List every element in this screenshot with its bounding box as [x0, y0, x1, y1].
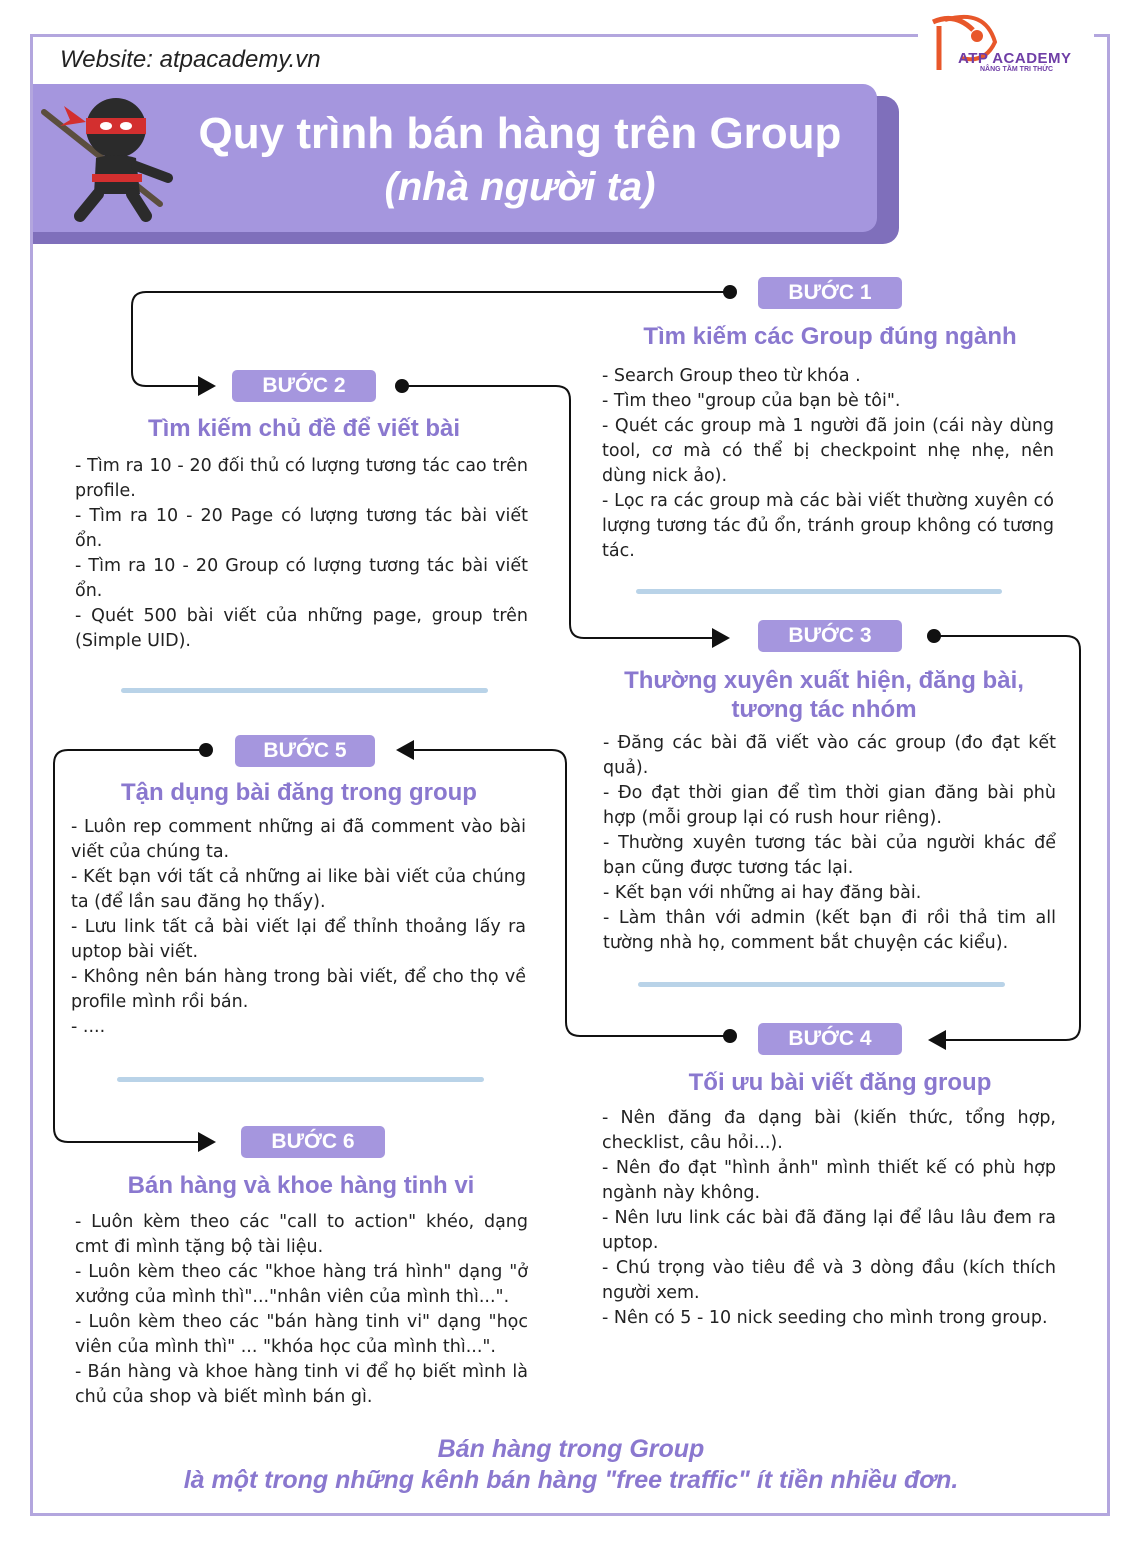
step-6-line: - Luôn kèm theo các "call to action" khéo, dạng cmt đi mình tặng bộ tài liệu. — [75, 1212, 528, 1257]
page-subtitle: (nhà người ta) — [384, 165, 656, 209]
step-4-line: - Nên đăng đa dạng bài (kiến thức, tổng hợp, checklist, câu hỏi...). — [602, 1108, 1056, 1153]
step-2-line: - Tìm ra 10 - 20 Page có lượng tương tác bài viết ổn. — [75, 506, 528, 551]
badge-step-5: BƯỚC 5 — [235, 735, 375, 767]
step-4-line: - Chú trọng vào tiêu đề và 3 dòng đầu (kích thích người xem. — [602, 1258, 1056, 1303]
heading-step-5: Tận dụng bài đăng trong group — [121, 779, 477, 806]
step-1-line: - Quét các group mà 1 người đã join (cái này dùng tool, cơ mà có thể bị checkpoint nhẹ nhẹ, nên dùng nick ảo). — [602, 416, 1054, 486]
footer-line-2: là một trong những kênh bán hàng "free traffic" ít tiền nhiều đơn. — [183, 1466, 959, 1494]
heading-step-2: Tìm kiếm chủ đề để viết bài — [147, 415, 461, 442]
divider-step-3 — [638, 982, 1005, 987]
body-step-3 — [603, 731, 1056, 956]
badge-step-1: BƯỚC 1 — [758, 277, 902, 309]
body-step-6 — [75, 1210, 528, 1410]
step-6-line: - Bán hàng và khoe hàng tinh vi để họ biết mình là chủ của shop và biết mình bán gì. — [75, 1362, 528, 1407]
badge-step-3: BƯỚC 3 — [758, 620, 902, 652]
arrow-step6 — [198, 1132, 216, 1152]
step-2-line: - Tìm ra 10 - 20 Group có lượng tương tác bài viết ổn. — [75, 556, 528, 601]
badge-step-6: BƯỚC 6 — [241, 1126, 385, 1158]
step-1-line: - Search Group theo từ khóa . — [602, 366, 861, 386]
website-label: Website: atpacademy.vn — [60, 46, 321, 73]
step-1-line: - Tìm theo "group của bạn bè tôi". — [602, 391, 901, 411]
step-4-line: - Nên đo đạt "hình ảnh" mình thiết kế có phù hợp ngành này không. — [602, 1158, 1056, 1203]
heading-step-6: Bán hàng và khoe hàng tinh vi — [127, 1172, 475, 1199]
page-title: Quy trình bán hàng trên Group — [198, 109, 842, 158]
heading-step-1: Tìm kiếm các Group đúng ngành — [643, 323, 1017, 350]
step-5-line: - Luôn rep comment những ai đã comment vào bài viết của chúng ta. — [71, 817, 526, 862]
step-5-line: - Không nên bán hàng trong bài viết, để cho thọ về profile mình rồi bán. — [71, 967, 526, 1012]
step-5-line: - .... — [71, 1017, 106, 1037]
divider-step-5 — [117, 1077, 484, 1082]
body-step-5 — [71, 815, 526, 1040]
divider-step-1 — [636, 589, 1002, 594]
step-4-line: - Nên lưu link các bài đã đăng lại để lâu lâu đem ra uptop. — [602, 1208, 1056, 1253]
dot-step5 — [199, 743, 213, 757]
step-5-line: - Kết bạn với tất cả những ai like bài viết của chúng ta (để lần sau đăng họ thấy). — [71, 867, 526, 912]
dot-step3 — [927, 629, 941, 643]
badge-step-2: BƯỚC 2 — [232, 370, 376, 402]
step-3-line: - Kết bạn với những ai hay đăng bài. — [603, 883, 922, 903]
arrow-step3 — [712, 628, 730, 648]
body-step-1 — [602, 364, 1054, 564]
step-6-line: - Luôn kèm theo các "bán hàng tinh vi" dạng "học viên của mình thì" ... "khóa học của mình thì...". — [75, 1312, 528, 1357]
heading-step-3: Thường xuyên xuất hiện, đăng bài, tương tác nhóm — [624, 667, 1024, 723]
arrow-step2 — [198, 376, 216, 396]
footer-line-1: Bán hàng trong Group — [437, 1435, 705, 1463]
step-5-line: - Lưu link tất cả bài viết lại để thỉnh thoảng lấy ra uptop bài viết. — [71, 917, 526, 962]
step-3-line: - Đo đạt thời gian để tìm thời gian đăng bài phù hợp (mỗi group lại có rush hour riêng). — [603, 783, 1056, 828]
step-3-line: - Thường xuyên tương tác bài của người khác để bạn cũng được tương tác lại. — [603, 833, 1056, 878]
body-step-4 — [602, 1106, 1056, 1331]
arrow-step5 — [396, 740, 414, 760]
step-3-line: - Đăng các bài đã viết vào các group (đo đạt kết quả). — [603, 733, 1056, 778]
step-6-line: - Luôn kèm theo các "khoe hàng trá hình" dạng "ở xưởng của mình thì"..."nhân viên của mình thì...". — [75, 1262, 528, 1307]
logo-text: ATP ACADEMY — [958, 50, 1072, 67]
step-2-line: - Tìm ra 10 - 20 đối thủ có lượng tương tác cao trên profile. — [75, 456, 528, 501]
dot-step2 — [395, 379, 409, 393]
badge-step-4: BƯỚC 4 — [758, 1023, 902, 1055]
step-2-line: - Quét 500 bài viết của những page, group trên (Simple UID). — [75, 606, 528, 651]
dot-step1 — [723, 285, 737, 299]
dot-step4 — [723, 1029, 737, 1043]
body-step-2 — [75, 454, 528, 654]
step-4-line: - Nên có 5 - 10 nick seeding cho mình trong group. — [602, 1308, 1048, 1328]
heading-step-4: Tối ưu bài viết đăng group — [688, 1069, 992, 1096]
step-1-line: - Lọc ra các group mà các bài viết thường xuyên có lượng tương tác đủ ổn, tránh group không có tương tác. — [602, 491, 1054, 561]
logo-subtext: NÂNG TẦM TRI THỨC — [980, 66, 1054, 73]
arrow-step4 — [928, 1030, 946, 1050]
step-3-line: - Làm thân với admin (kết bạn đi rồi thả tim all tường nhà họ, comment bắt chuyện các kiểu). — [603, 908, 1056, 953]
divider-step-2 — [121, 688, 488, 693]
footer-note — [60, 1434, 1082, 1496]
